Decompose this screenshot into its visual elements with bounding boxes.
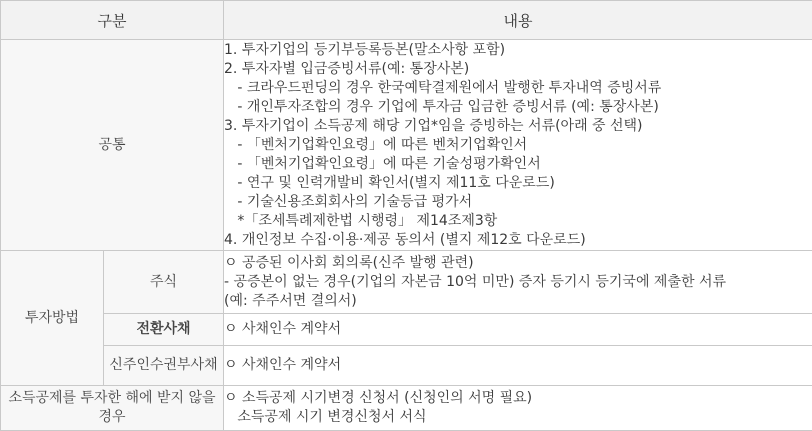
content-bond-with-warrant [224, 346, 812, 386]
table-row-common [1, 40, 812, 251]
common-line: - 크라우드펀딩의 경우 한국예탁결제원에서 발행한 투자내역 증빙서류 [224, 79, 812, 98]
subcategory-stock: 주식 [104, 251, 224, 314]
table-row-stock [1, 251, 812, 314]
category-investment: 투자방법 [1, 251, 104, 386]
table-row-deduction-timing [1, 386, 812, 431]
common-line: 4. 개인정보 수집·이용·제공 동의서 (별지 제12호 다운로드) [224, 231, 812, 250]
content-convertible-bond [224, 314, 812, 346]
common-line: 2. 투자자별 입금증빙서류(예: 통장사본) [224, 60, 812, 79]
subcategory-bond-with-warrant: 신주인수권부사채 [104, 346, 224, 386]
table-row-bond-with-warrant [1, 346, 812, 386]
convertible-bond-line: ㅇ 사채인수 계약서 [224, 320, 812, 339]
common-line: 3. 투자기업이 소득공제 해당 기업*임을 증빙하는 서류(아래 중 선택) [224, 117, 812, 136]
bond-with-warrant-line: ㅇ 사채인수 계약서 [224, 356, 812, 375]
deduction-line: 소득공제 시기 변경신청서 서식 [224, 408, 812, 427]
header-content: 내용 [224, 1, 812, 40]
content-deduction-timing [224, 386, 812, 431]
common-line: - 「벤처기업확인요령」에 따른 기술성평가확인서 [224, 155, 812, 174]
common-line: 1. 투자기업의 등기부등록등본(말소사항 포함) [224, 41, 812, 60]
stock-line: (예: 주주서면 결의서) [224, 292, 812, 311]
header-category: 구분 [1, 1, 224, 40]
common-line: - 개인투자조합의 경우 기업에 투자금 입금한 증빙서류 (예: 통장사본) [224, 98, 812, 117]
stock-line: - 공증본이 없는 경우(기업의 자본금 10억 미만) 증자 등기시 등기국에 제출한 서류 [224, 273, 812, 292]
stock-line: ㅇ 공증된 이사회 회의록(신주 발행 관련) [224, 254, 812, 273]
subcategory-convertible-bond: 전환사채 [104, 314, 224, 346]
category-common: 공통 [1, 40, 224, 251]
common-line: - 「벤처기업확인요령」에 따른 벤처기업확인서 [224, 136, 812, 155]
deduction-line: ㅇ 소득공제 시기변경 신청서 (신청인의 서명 필요) [224, 389, 812, 408]
content-common [224, 40, 812, 251]
table-header-row [1, 1, 812, 40]
common-lines [224, 41, 812, 250]
table-row-convertible-bond [1, 314, 812, 346]
common-line: - 기술신용조회회사의 기술등급 평가서 [224, 193, 812, 212]
category-deduction-timing: 소득공제를 투자한 해에 받지 않을 경우 [1, 386, 224, 431]
content-stock [224, 251, 812, 314]
common-line: *「조세특례제한법 시행령」 제14조제3항 [224, 212, 812, 231]
common-line: - 연구 및 인력개발비 확인서(별지 제11호 다운로드) [224, 174, 812, 193]
